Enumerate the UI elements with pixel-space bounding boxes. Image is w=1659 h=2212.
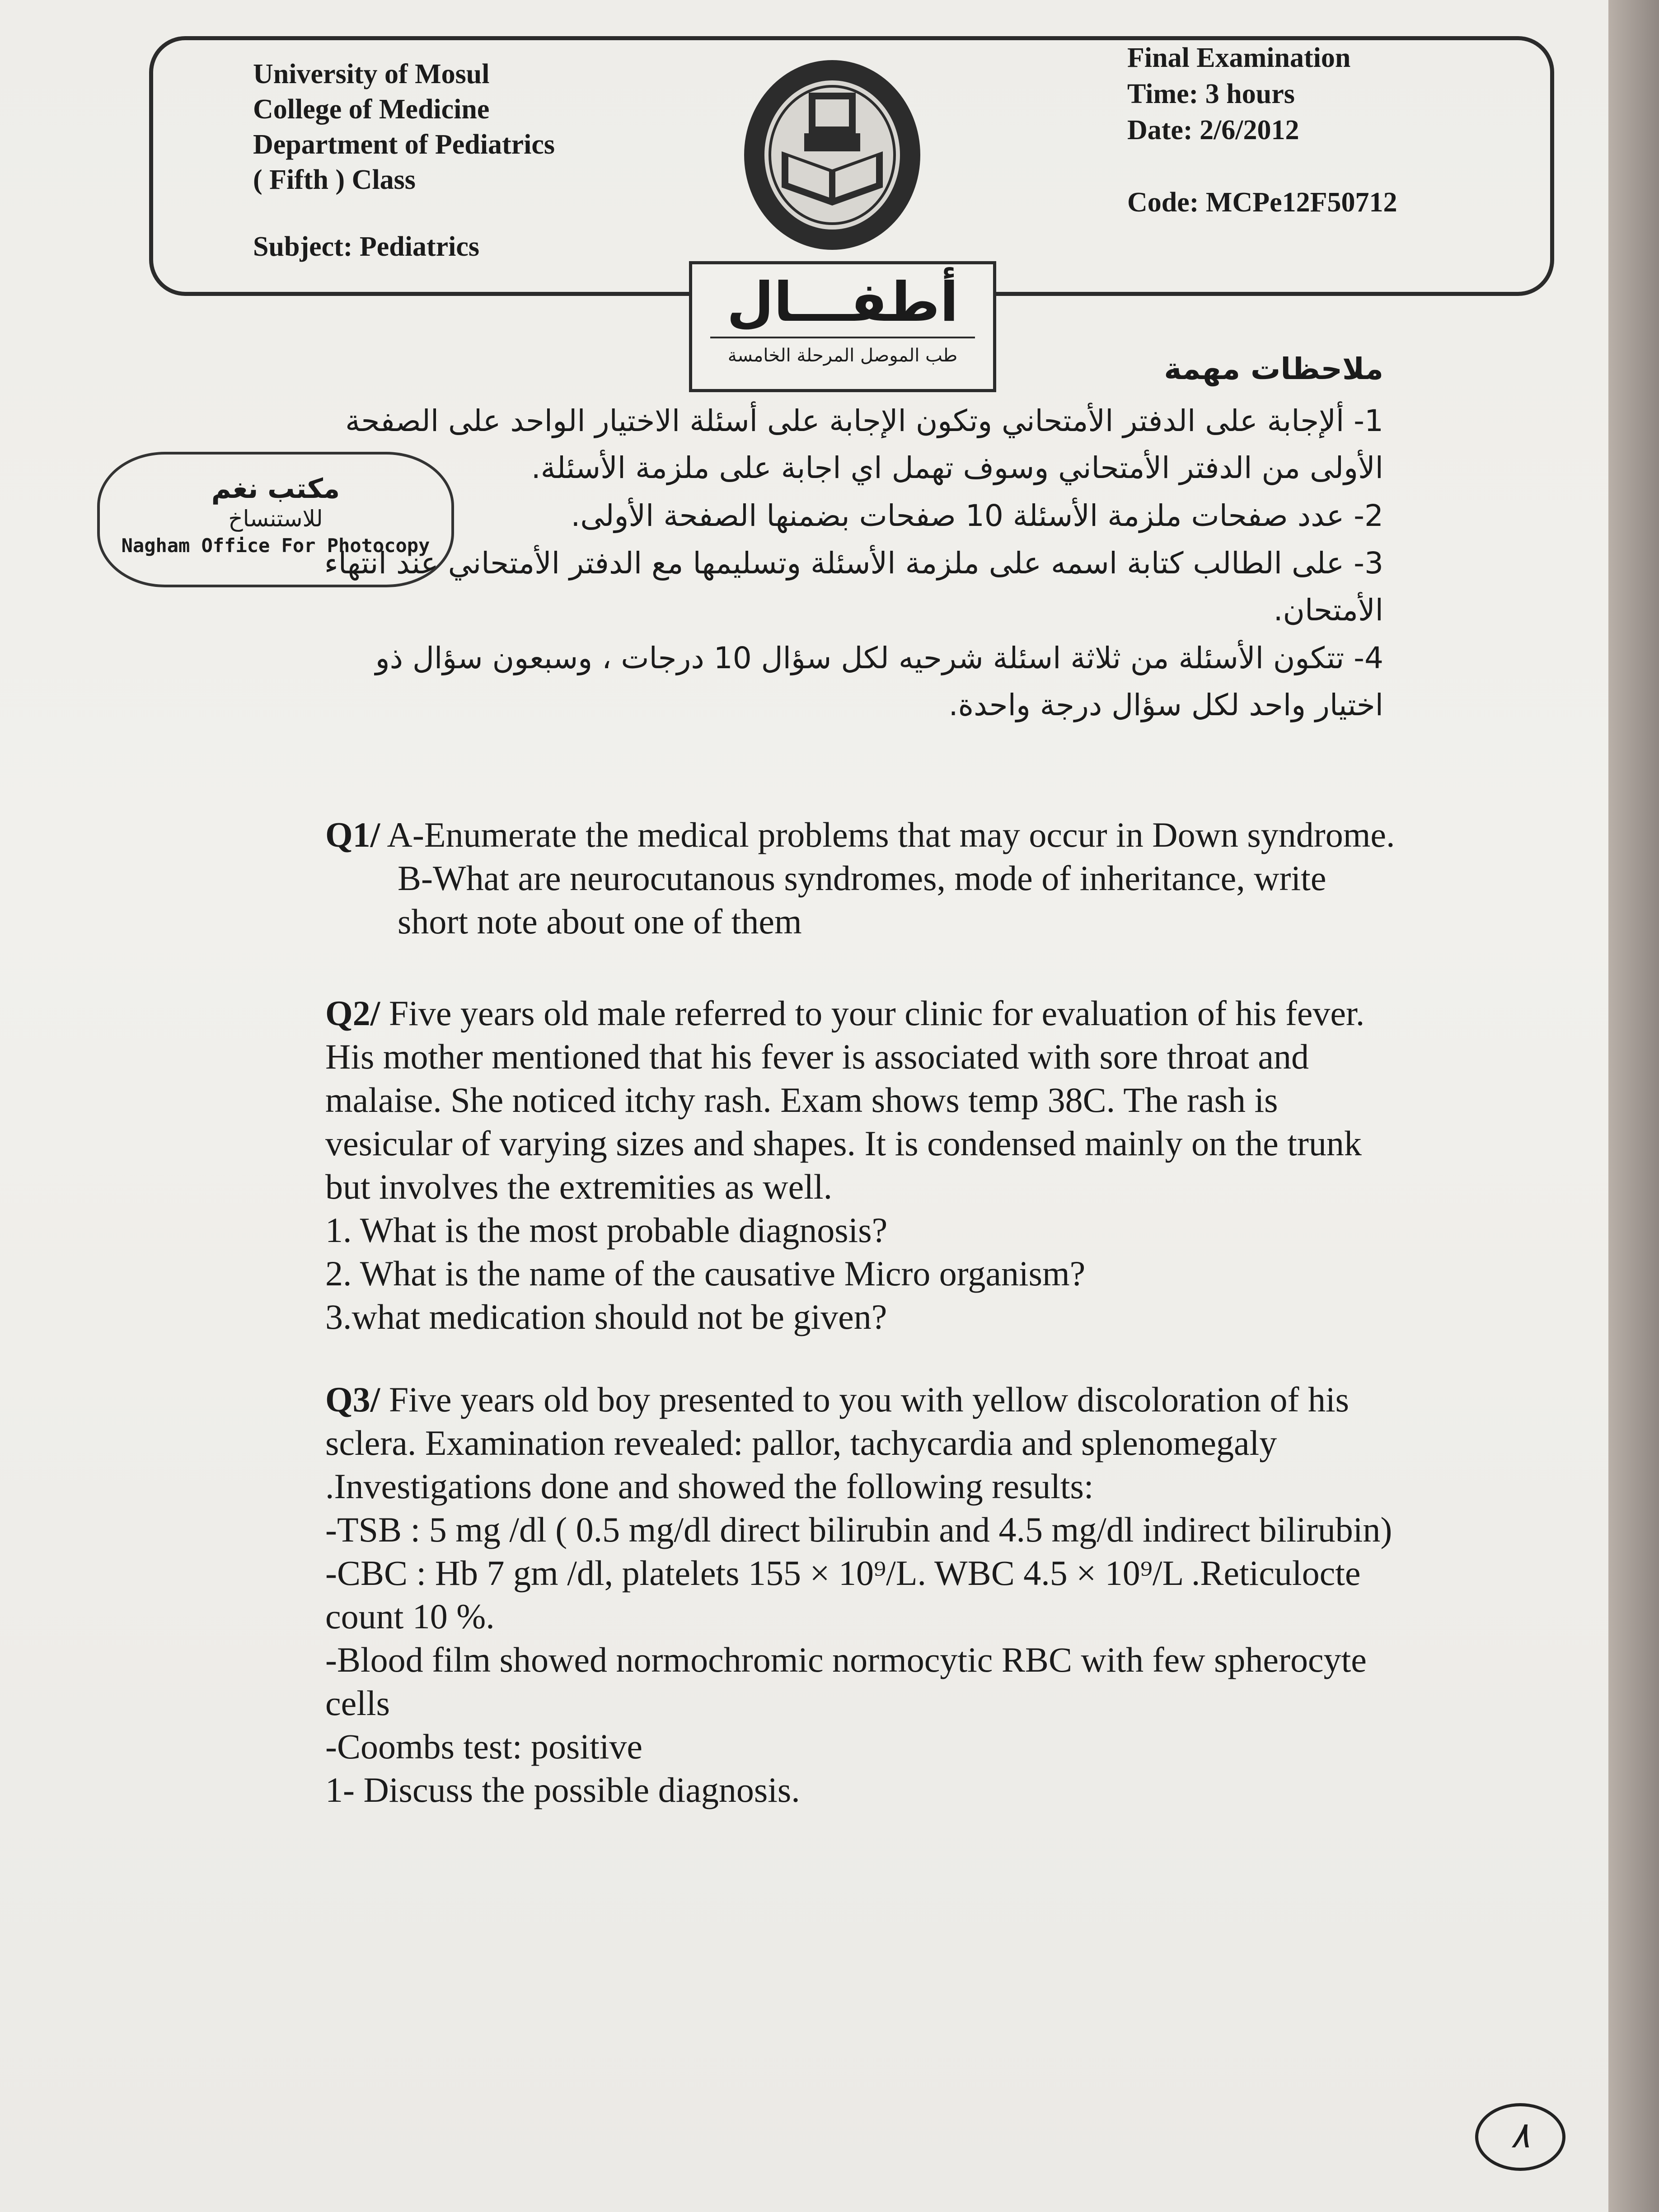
header-exam-info [1127, 40, 1397, 220]
class-label: ( Fifth ) Class [253, 164, 416, 195]
note-item: 2- عدد صفحات ملزمة الأسئلة 10 صفحات بضمنها الصفحة الأولى. [571, 498, 1383, 533]
header-institution [253, 56, 555, 264]
logo-subtitle: طب الموصل المرحلة الخامسة [710, 337, 975, 369]
q3-result: -TSB : 5 mg /dl ( 0.5 mg/dl direct bilirubin and 4.5 mg/dl indirect bilirubin) [325, 1510, 1392, 1549]
question-2 [325, 992, 1396, 1339]
photocopy-office-stamp [97, 452, 454, 587]
exam-time: Time: 3 hours [1127, 79, 1295, 109]
note-item: 4- تتكون الأسئلة من ثلاثة اسئلة شرحيه لكل سؤال 10 درجات ، وسبعون سؤال ذو اختيار واحد لكل سؤال درجة واحدة. [375, 641, 1383, 722]
q1-part-a: A-Enumerate the medical problems that may occur in Down syndrome. [380, 815, 1395, 854]
exam-title: Final Examination [1127, 42, 1351, 73]
page-number: ٨ [1475, 2103, 1565, 2171]
exam-code: Code: MCPe12F50712 [1127, 187, 1397, 218]
notes-heading: ملاحظات مهمة [1164, 351, 1383, 386]
q2-question: 3.what medication should not be given? [325, 1297, 887, 1336]
logo-title: أطفـــال [726, 271, 959, 334]
q3-label: Q3/ [325, 1380, 380, 1419]
note-item: 1- ألإجابة على الدفتر الأمتحاني وتكون الإجابة على أسئلة الاختيار الواحد على الصفحة الأولى من الدفتر الأمتحاني وسوف تهمل اي اجابة على ملزمة الأسئلة. [345, 403, 1383, 485]
stamp-title: مكتب نغم [211, 473, 340, 505]
question-1 [325, 813, 1396, 943]
q2-question: 1. What is the most probable diagnosis? [325, 1210, 888, 1250]
university-seal-icon [741, 56, 924, 253]
college-name: College of Medicine [253, 94, 490, 125]
q3-result: -Blood film showed normochromic normocytic RBC with few spherocyte cells [325, 1640, 1367, 1723]
q1-part-b: B-What are neurocutanous syndromes, mode of inheritance, write short note about one of them [398, 858, 1326, 941]
department-name: Department of Pediatrics [253, 129, 555, 160]
exam-date: Date: 2/6/2012 [1127, 115, 1299, 145]
university-name: University of Mosul [253, 59, 490, 89]
pediatrics-logo [689, 261, 996, 392]
q3-question: 1- Discuss the possible diagnosis. [325, 1770, 800, 1809]
stamp-english: Nagham Office For Photocopy [121, 534, 430, 557]
note-item: 3- على الطالب كتابة اسمه على ملزمة الأسئلة وتسليمها مع الدفتر الأمتحاني عند انتهاء الأمتحان. [324, 546, 1383, 628]
q3-text: Five years old boy presented to you with yellow discoloration of his sclera. Examination revealed: pallor, tachycardia and splenomegaly .Investigations done and showed the following results: [325, 1380, 1350, 1506]
stamp-subtitle: للاستنساخ [228, 506, 323, 532]
q2-text: Five years old male referred to your clinic for evaluation of his fever. His mother mentioned that his fever is associated with sore throat and malaise. She noticed itchy rash. Exam shows temp 38C. The rash is vesicular of varying sizes and shapes. It is condensed mainly on the trunk but involves the extremities as well. [325, 994, 1365, 1206]
q3-result: -CBC : Hb 7 gm /dl, platelets 155 × 10⁹/L. WBC 4.5 × 10⁹/L .Reticulocte count 10 %. [325, 1553, 1361, 1636]
subject-label: Subject: Pediatrics [253, 231, 480, 262]
q2-label: Q2/ [325, 994, 380, 1033]
q2-question: 2. What is the name of the causative Micro organism? [325, 1254, 1086, 1293]
q1-label: Q1/ [325, 815, 380, 854]
question-3 [325, 1378, 1396, 1812]
page-edge [1608, 0, 1659, 2212]
q3-result: -Coombs test: positive [325, 1727, 642, 1766]
